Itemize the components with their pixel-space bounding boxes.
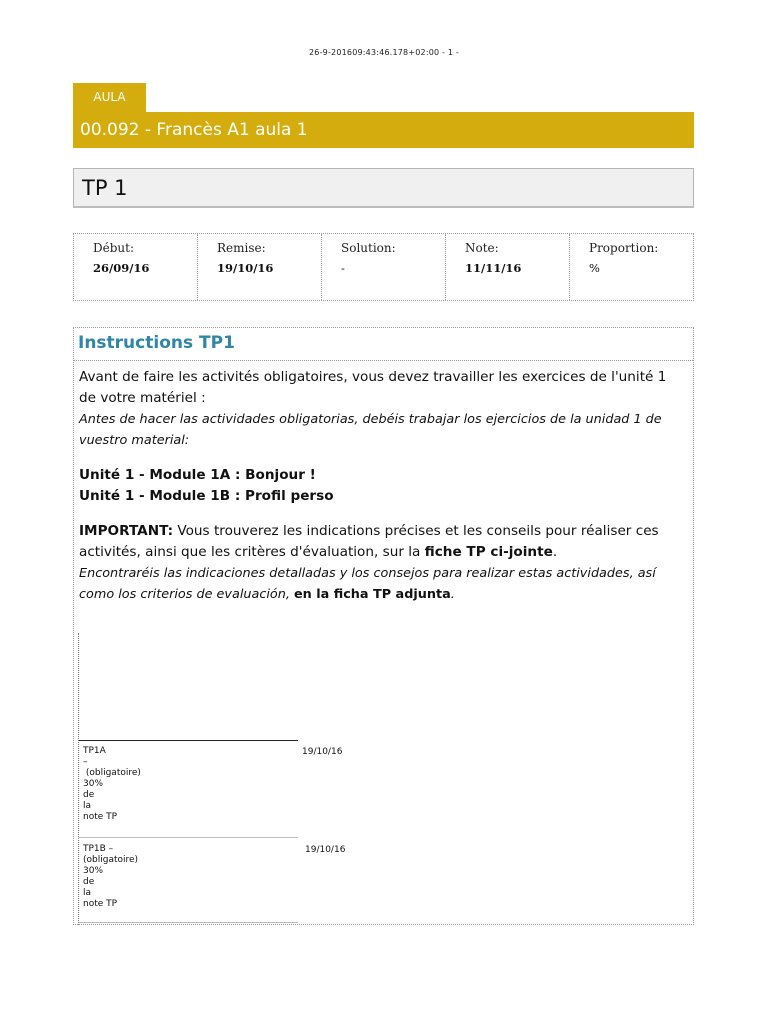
- instructions-heading: Instructions TP1: [74, 328, 693, 361]
- date-value: 11/11/16: [465, 261, 522, 275]
- date-label: Début:: [93, 241, 134, 255]
- date-cell-solution: [322, 234, 446, 300]
- subtask-row-divider: [79, 837, 298, 838]
- date-cell-note: [446, 234, 570, 300]
- spanish-important-text: Encontraréis las indicaciones detalladas y los consejos para realizar estas actividades, así como los criterios de evaluación,: [79, 566, 656, 602]
- course-title-bar: 00.092 - Francès A1 aula 1: [73, 112, 694, 148]
- subtask-tp1b-label: TP1B – (obligatoire) 30% de la note TP: [83, 844, 139, 909]
- instructions-body: [74, 361, 693, 605]
- aula-tab[interactable]: AULA: [73, 83, 146, 112]
- spanish-intro: Antes de hacer las actividades obligatorias, debéis trabajar los ejercicios de la unidad 1 de vuestro material:: [79, 412, 662, 448]
- important-end: .: [552, 544, 558, 560]
- date-value: -: [341, 261, 345, 275]
- important-text: Vous trouverez les indications précises et les conseils pour réaliser ces activités, ainsi que les critères d'évaluation, sur la: [79, 523, 659, 560]
- dates-table: [73, 233, 694, 301]
- date-label: Solution:: [341, 241, 396, 255]
- important-label: IMPORTANT:: [79, 523, 174, 539]
- date-value: 19/10/16: [217, 261, 274, 275]
- spanish-important-paragraph: [79, 563, 683, 605]
- instructions-section: [73, 327, 694, 925]
- date-value: %: [589, 261, 600, 275]
- date-label: Remise:: [217, 241, 266, 255]
- page-header-stamp: 26-9-201609:43:46.178+02:00 - 1 -: [309, 48, 459, 57]
- module-1b-line: Unité 1 - Module 1B : Profil perso: [79, 488, 334, 504]
- french-intro: Avant de faire les activités obligatoires, vous devez travailler les exercices de l'unité 1 de votre matériel :: [79, 369, 667, 406]
- date-cell-remise: [198, 234, 322, 300]
- date-cell-start: [74, 234, 198, 300]
- ficha-tp-link[interactable]: en la ficha TP adjunta: [294, 587, 451, 602]
- subtask-tp1a-label: TP1A – (obligatoire) 30% de la note TP: [83, 746, 141, 822]
- subtask-table: [78, 633, 346, 925]
- tp-title: TP 1: [73, 168, 694, 208]
- subtask-tp1b-date: 19/10/16: [305, 845, 346, 855]
- date-value: 26/09/16: [93, 261, 150, 275]
- important-paragraph: [79, 521, 683, 563]
- subtask-row-divider: [79, 922, 298, 923]
- date-label: Note:: [465, 241, 499, 255]
- subtask-tp1a-date: 19/10/16: [302, 747, 343, 757]
- date-cell-proportion: [570, 234, 693, 300]
- module-1a-line: Unité 1 - Module 1A : Bonjour !: [79, 467, 316, 483]
- fiche-tp-link[interactable]: fiche TP ci-jointe: [424, 544, 553, 560]
- date-label: Proportion:: [589, 241, 659, 255]
- spanish-important-end: .: [450, 587, 455, 602]
- subtask-table-top-rule: [79, 740, 298, 741]
